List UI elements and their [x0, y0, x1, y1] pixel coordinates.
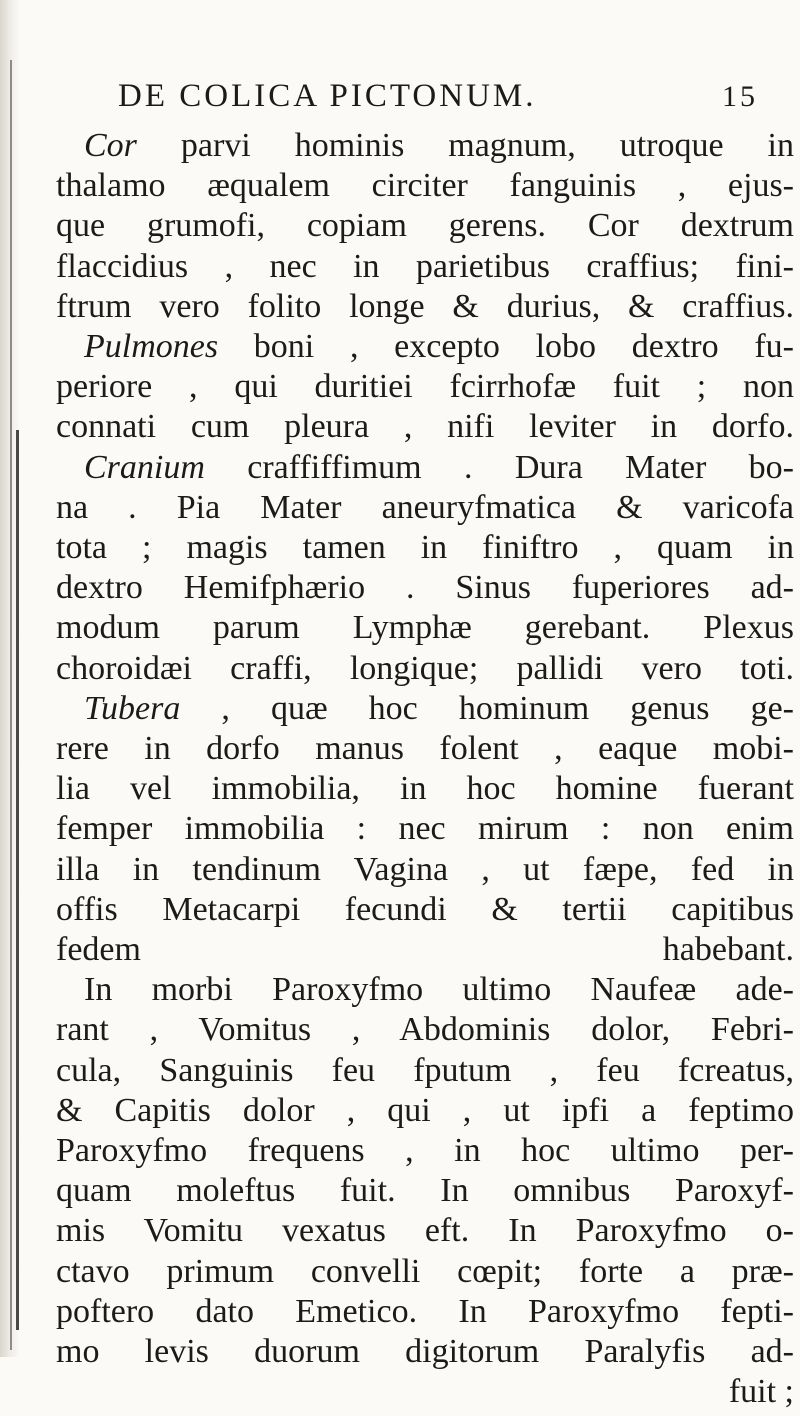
italic-lead-word: Tubera [84, 689, 181, 727]
text-line: ctavo primum convelli cœpit; forte a præ- [56, 1252, 794, 1290]
text-line: fedem habebant. [56, 931, 794, 968]
text-line: poftero dato Emetico. In Paroxyfmo fepti- [56, 1292, 794, 1330]
text-line: na . Pia Mater aneuryfmatica & varicofa [56, 488, 794, 526]
text-line: lia vel immobilia, in hoc homine fuerant [56, 770, 794, 808]
text-line: & Capitis dolor , qui , ut ipfi a feptimo [56, 1091, 794, 1129]
text-line: In morbi Paroxyfmo ultimo Naufeæ ade- [84, 971, 794, 1009]
text-line: choroidæi craffi, longique; pallidi vero toti. [56, 649, 794, 687]
text-line: mo levis duorum digitorum Paralyfis ad- [56, 1333, 794, 1370]
line-text: craffiffimum . Dura Mater bo- [204, 448, 794, 486]
text-line: offis Metacarpi fecundi & tertii capitibus [56, 890, 794, 928]
running-title: DE COLICA PICTONUM. [118, 78, 537, 114]
text-line: thalamo æqualem circiter fanguinis , ejus- [56, 167, 794, 205]
line-text: parvi hominis magnum, utroque in [136, 127, 794, 164]
text-line: illa in tendinum Vagina , ut fæpe, fed in [56, 850, 794, 888]
text-line: rere in dorfo manus folent , eaque mobi- [56, 730, 794, 767]
italic-lead-word: Pulmones [84, 328, 219, 365]
text-line: fuit ; [728, 1373, 794, 1411]
binding-shadow-line [10, 60, 12, 1350]
text-line: dextro Hemifphærio . Sinus fuperiores ad- [56, 569, 794, 607]
text-line: quam moleftus fuit. In omnibus Paroxyf- [56, 1172, 794, 1210]
text-line: mis Vomitu vexatus eft. In Paroxyfmo o- [56, 1212, 794, 1250]
text-line: modum parum Lymphæ gerebant. Plexus [56, 609, 794, 647]
line-text: boni , excepto lobo dextro fu- [218, 328, 794, 365]
running-header [118, 78, 778, 122]
text-line: que grumofi, copiam gerens. Cor dextrum [56, 207, 794, 245]
text-line: Paroxyfmo frequens , in hoc ultimo per- [56, 1132, 794, 1169]
text-line: flaccidius , nec in parietibus craffius; fini- [56, 247, 794, 285]
text-line: femper immobilia : nec mirum : non enim [56, 810, 794, 848]
binding-shadow-line [16, 430, 19, 1330]
italic-lead-word: Cranium [84, 448, 205, 486]
text-line: tota ; magis tamen in finiftro , quam in [56, 529, 794, 566]
italic-lead-word: Cor [84, 127, 137, 164]
text-line: cula, Sanguinis feu fputum , feu fcreatus, [56, 1051, 794, 1089]
text-line: connati cum pleura , nifi leviter in dorfo. [56, 408, 794, 446]
page-number: 15 [722, 80, 758, 113]
text-line: rant , Vomitus , Abdominis dolor, Febri- [56, 1011, 794, 1049]
text-line: periore , qui duritiei fcirrhofæ fuit ; non [56, 368, 794, 406]
line-text: , quæ hoc hominum genus ge- [180, 689, 794, 727]
text-line: ftrum vero folito longe & durius, & craffius. [56, 287, 794, 325]
